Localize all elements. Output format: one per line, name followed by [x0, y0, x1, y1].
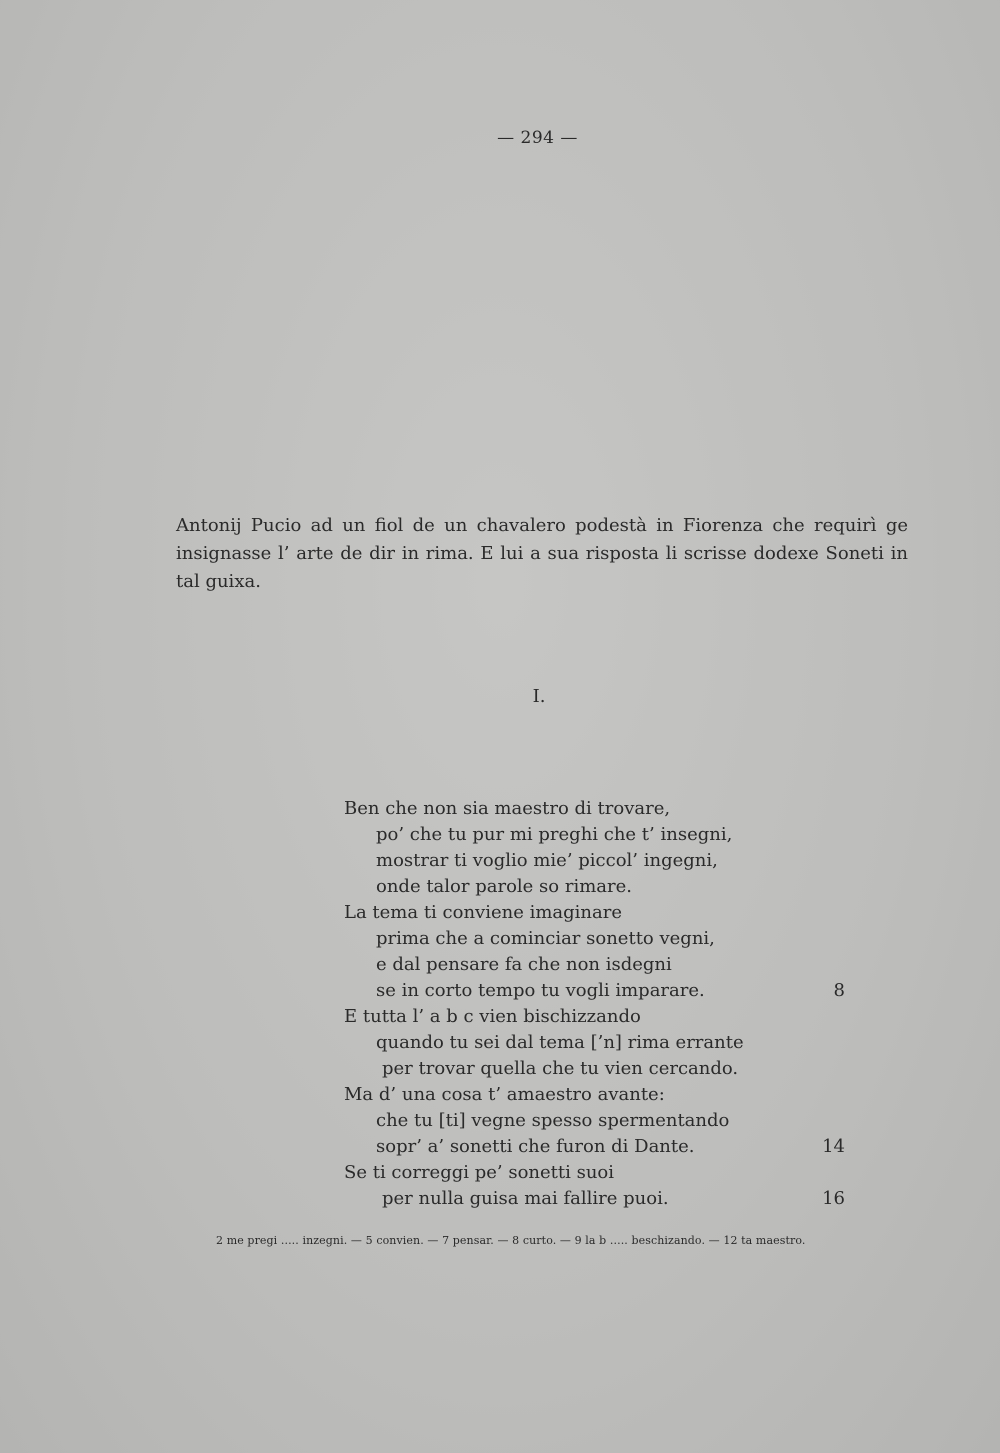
verse-line: e dal pensare fa che non isdegni	[376, 954, 672, 975]
verse-line: che tu [ti] vegne spesso spermentando	[376, 1110, 730, 1131]
verse-line: Ma d’ una cosa t’ amaestro avante:	[344, 1084, 665, 1105]
line-number: 14	[822, 1136, 845, 1157]
critical-apparatus: 2 me pregi ..... inzegni. — 5 convien. — 7 pensar. — 8 curto. — 9 la b ..... beschizando. — 12 ta maestro.	[216, 1234, 806, 1247]
verse-line: se in corto tempo tu vogli imparare.	[376, 980, 705, 1001]
verse-line: Ben che non sia maestro di trovare,	[344, 798, 671, 819]
intro-line: Antonij Pucio ad un fiol de un chavalero podestà in Fiorenza che requirì ge	[176, 515, 908, 536]
verse-line: per trovar quella che tu vien cercando.	[382, 1058, 739, 1079]
intro-line: tal guixa.	[176, 571, 261, 592]
sonnet-heading: I.	[532, 686, 546, 707]
verse-line: po’ che tu pur mi preghi che t’ insegni,	[376, 824, 733, 845]
intro-line: insignasse l’ arte de dir in rima. E lui a sua risposta li scrisse dodexe Soneti in	[176, 543, 908, 564]
verse-line: E tutta l’ a b c vien bischizzando	[344, 1006, 641, 1027]
intro-paragraph	[176, 512, 908, 596]
page-number: — 294 —	[497, 128, 578, 148]
verse-line: quando tu sei dal tema [’n] rima errante	[376, 1032, 744, 1053]
verse-line: per nulla guisa mai fallire puoi.	[382, 1188, 669, 1209]
verse-line: sopr’ a’ sonetti che furon di Dante.	[376, 1136, 695, 1157]
verse-line: mostrar ti voglio mie’ piccol’ ingegni,	[376, 850, 718, 871]
verse-line: La tema ti conviene imaginare	[344, 902, 622, 923]
verse-line: prima che a cominciar sonetto vegni,	[376, 928, 715, 949]
verse-line: onde talor parole so rimare.	[376, 876, 632, 897]
line-number: 16	[822, 1188, 845, 1209]
line-number: 8	[833, 980, 845, 1001]
verse-line: Se ti correggi pe’ sonetti suoi	[344, 1162, 615, 1183]
